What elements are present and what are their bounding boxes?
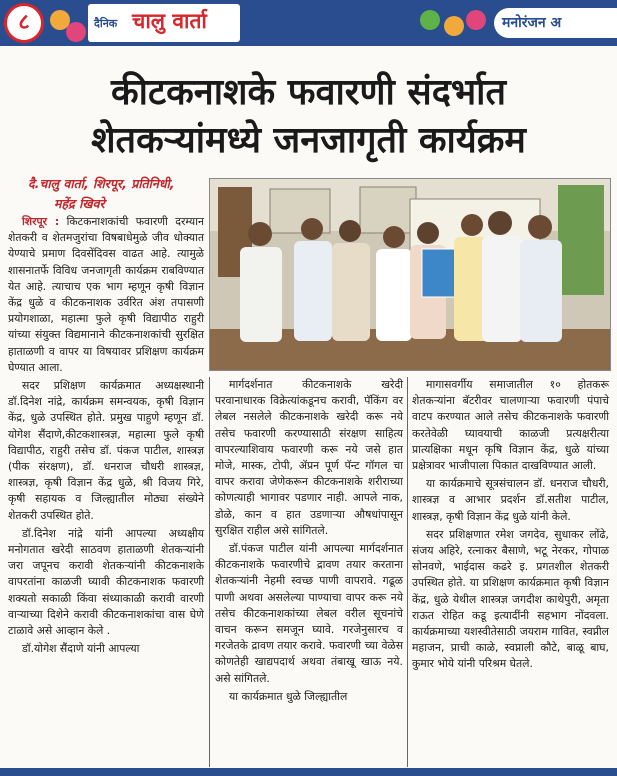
newspaper-logo: [88, 4, 240, 42]
paragraph: सदर प्रशिक्षणात रमेश जगदेव, सुधाकर लोंढे, संजय अहिरे, रत्नाकर बैसाणे, भटू नेरकर, गोपाळ सोनवणे, भाईदास कढरे इ. प्रगतशील शेतकरी उपस्थित होते. या प्रशिक्षण कार्यक्रमात कृषी विज्ञान केंद्र, धुळे येथील शास्त्रज्ञ जगदीश काथेपुरी, अमृता राऊत रोहित कडू इत्यादींनी सहभाग नोंदवला. कार्यक्रमाच्या यशस्वीतेसाठी जयराम गावित, स्वप्नील महाजन, प्राची काळे, स्वप्नाली कौटे, बाळू बाघ, कुमार भोये यांनी परिश्रम घेतले.: [412, 527, 609, 671]
headline-line-2: शेतकऱ्यांमध्ये जनजागृती कार्यक्रम: [91, 120, 526, 161]
group-photo-illustration: [210, 179, 610, 370]
byline-author: महेंद्र खिवरे: [54, 196, 105, 211]
brand-daily: दैनिक: [94, 17, 118, 30]
paragraph-text: किटकनाशकांची फवारणी दरम्यान शेतकरी व शेतमजुरांचा विषबाधेमुळे जीव धोक्यात येण्याचे प्रमाण दिवसेंदिवस वाढत आहे. त्यामुळे शासनातर्फे विविध जनजागृती कार्यक्रम राबविण्यात येत आहे. त्याचाच एक भाग म्हणून कृषी विज्ञान केंद्र धुळे व कीटकनाशक उर्वरित अंश तपासणी प्रयोगशाळा, महात्मा फुले कृषी विद्यापीठ राहुरी यांच्या संयुक्त विद्यमानाने कीटकनाशकांची सुरक्षित हाताळणी व वापर या विषयावर प्रशिक्षण कार्यक्रम घेण्यात आला.: [8, 215, 204, 374]
decorative-circle-icon: [466, 10, 486, 30]
paragraph: सदर प्रशिक्षण कार्यक्रमात अध्यक्षस्थानी डॉ.दिनेश नांद्रे, कार्यक्रम समन्वयक, कृषी विज्ञान केंद्र, धुळे उपस्थित होते. प्रमुख पाहुणे म्हणून डॉ. योगेश सैंदाणे,कीटकशास्त्रज्ञ, महात्मा फुले कृषी विद्यापीठ, राहुरी तसेच डॉ. पंकज पाटील, शास्त्रज्ञ (पीक संरक्षण), डॉ. धनराज चौधरी शास्त्रज्ञ, शास्त्रज्ञ, कृषी विज्ञान केंद्र धुळे, श्री विजय गिरे, कृषी सहायक व जिल्ह्यातील मोठ्या संख्येने शेतकरी उपस्थित होते.: [8, 379, 204, 522]
paragraph: या कार्यक्रमाचे सूत्रसंचालन डॉ. धनराज चौधरी, शास्त्रज्ञ व आभार प्रदर्शन डॉ.सतीश पाटील, शास्त्रज्ञ, कृषी विज्ञान केंद्र धुळे यांनी केले.: [412, 477, 609, 523]
paragraph: डॉ.पंकज पाटील यांनी आपल्या मार्गदर्शनात कीटकनाशके फवारणीचे द्रावण तयार करताना शेतकऱ्यांनी नेहमी स्वच्छ पाणी वापरावे. गढूळ पाणी अथवा असलेल्या पाण्याचा वापर करू नये तसेच कीटकनाशकांच्या लेबल वरील सूचनांचे वाचन करून समजून घ्यावे. गरजेनुसारच व गरजेतके द्रावण तयार करावे. फवारणी च्या वेळेस कोणतेही खाद्यपदार्थ अथवा तंबाखू खाऊ नये. असे सांगितले.: [215, 542, 403, 685]
page-number: ८: [4, 3, 44, 43]
footer-bar: [0, 768, 617, 776]
section-label: मनोरंजन अ: [494, 8, 617, 38]
byline-source: दै.चालु वार्ता, शिरपूर, प्रतिनिधी,: [28, 176, 175, 191]
brand-name: चालु वार्ता: [132, 9, 207, 33]
masthead: [0, 0, 617, 46]
decorative-circle-icon: [444, 16, 464, 36]
paragraph: [8, 214, 204, 376]
paragraph: मागासवर्गीय समाजातील १० होतकरू शेतकऱ्यांना बॅटरीवर चालणाऱ्या फवारणी पंपाचे वाटप करण्यात आले तसेच कीटकनाशके फवारणी करतेवेळी घ्यावयाची काळजी प्रत्यक्षरीत्या प्रात्यक्षिका मधून कृषि विज्ञान केंद्र, धुळे यांच्या प्रक्षेत्रावर भाजीपाला पिकात दाखविण्यात आली.: [412, 378, 609, 473]
byline: [28, 174, 208, 214]
column-divider: [209, 377, 210, 767]
decorative-circle-icon: [420, 10, 440, 30]
paragraph: डॉ.योगेश सैंदाणे यांनी आपल्या: [22, 642, 140, 656]
headline-line-1: कीटकनाशके फवारणी संदर्भात: [110, 72, 507, 113]
article-column-1: [8, 214, 204, 659]
decorative-circle-icon: [66, 22, 86, 42]
column-divider: [407, 377, 408, 767]
article-column-3: [412, 377, 609, 675]
news-photo: [209, 178, 611, 371]
paragraph: या कार्यक्रमात धुळे जिल्ह्यातील: [229, 689, 348, 703]
paragraph: डॉ.दिनेश नांद्रे यांनी आपल्या अध्यक्षीय मनोगतात खरेदी साठवण हाताळणी शेतकऱ्यांनी जरा जपूनच करावी शेतकऱ्यांनी कीटकनाशके वापरतांना काळजी घ्यावी कीटकनाशक फवारणी शक्यतो सकाळी किंवा संध्याकाळी करावी वारणी वाऱ्याच्या दिशेने करावी कीटकनाशकांचा वास घेणे टाळावे असे आव्हान केले .: [8, 526, 204, 638]
paragraph: मार्गदर्शनात कीटकनाशके खरेदी परवानाधारक विक्रेत्यांकडूनच करावी, पॅकिंग वर लेबल नसलेले कीटकनाशके खरेदी करू नये तसेच फवारणी करण्यासाठी संरक्षण साहित्य वापरल्याशिवाय फवारणी करू नये जसे हात मोजे, मास्क, टोपी, ॲप्रन पूर्ण पॅन्ट गॉगल चा वापर करावा जेणेकरून कीटकनाशके शरीराच्या कोणत्याही भागावर पडणार नाही. आपले नाक, डोळे, कान व हात उडणाऱ्या औषधांपासून सुरक्षित राहील असे सांगितले.: [215, 378, 403, 537]
dateline-location: शिरपूर :: [22, 215, 60, 228]
article-column-2: [215, 377, 403, 707]
